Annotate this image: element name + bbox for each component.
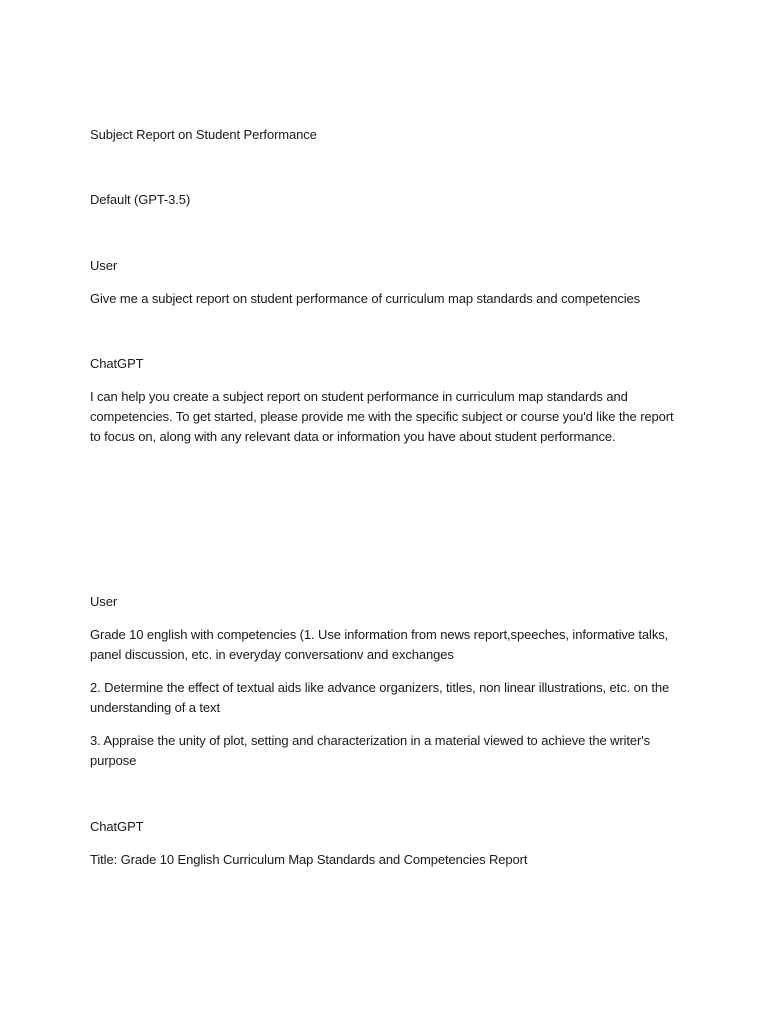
speaker-label-user: User (90, 594, 118, 609)
speaker-label-chatgpt: ChatGPT (90, 819, 144, 834)
user-message-paragraph: 3. Appraise the unity of plot, setting and characterization in a material viewed to achieve the writer's purpose (90, 733, 651, 768)
speaker-label-user: User (90, 258, 118, 273)
user-message-paragraph: Give me a subject report on student performance of curriculum map standards and competencies (90, 291, 641, 306)
user-message-paragraph: Grade 10 english with competencies (1. Use information from news report,speeches, informative talks, panel discussion, etc. in everyday conversationv and exchanges (90, 627, 669, 662)
user-message-paragraph: 2. Determine the effect of textual aids like advance organizers, titles, non linear illustrations, etc. on the understanding of a text (90, 680, 670, 715)
speaker-label-chatgpt: ChatGPT (90, 356, 144, 371)
model-label: Default (GPT-3.5) (90, 192, 191, 207)
assistant-message-paragraph: I can help you create a subject report on student performance in curriculum map standards and competencies. To get started, please provide me with the specific subject or course you'd like the report to focus on, along with any relevant data or information you have about student performance. (90, 389, 674, 444)
assistant-message-paragraph: Title: Grade 10 English Curriculum Map Standards and Competencies Report (90, 852, 528, 867)
document-title: Subject Report on Student Performance (90, 127, 317, 142)
